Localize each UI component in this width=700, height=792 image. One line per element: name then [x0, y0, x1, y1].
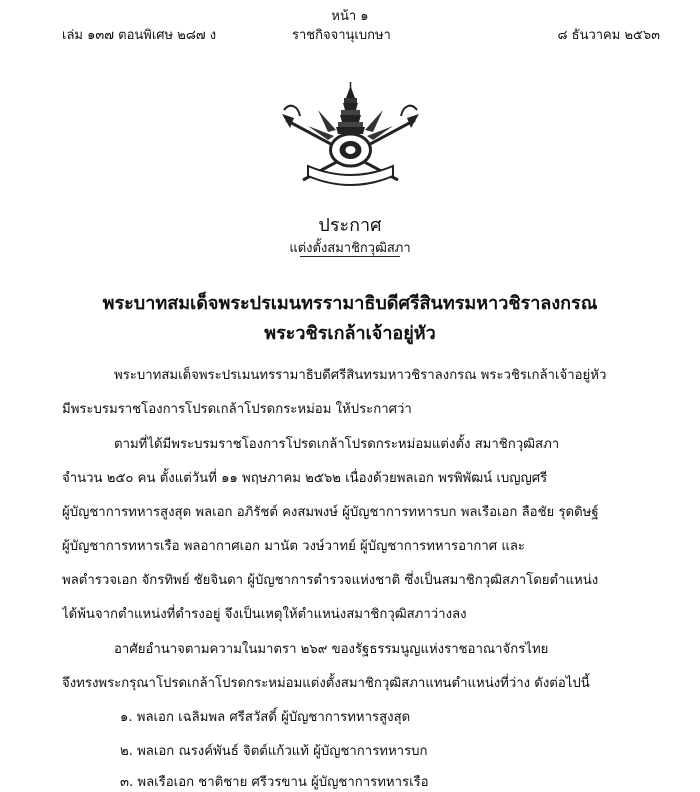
appointee-item: ๑. พลเอก เฉลิมพล ศรีสวัสดิ์ ผู้บัญชาการทหารสูงสุด: [120, 710, 411, 725]
appointee-item: ๓. พลเรือเอก ชาติชาย ศรีวรขาน ผู้บัญชาการทหารเรือ: [120, 775, 429, 790]
gazette-header: [62, 24, 660, 42]
publication-date: ๘ ธันวาคม ๒๕๖๓: [557, 28, 660, 43]
paragraph-3-line-1: อาศัยอำนาจตามความในมาตรา ๒๖๙ ของรัฐธรรมนูญแห่งราชอาณาจักรไทย: [114, 642, 549, 657]
paragraph-2-line-6: ได้พ้นจากตำแหน่งที่ดำรงอยู่ จึงเป็นเหตุให้ตำแหน่งสมาชิกวุฒิสภาว่างลง: [62, 607, 467, 622]
paragraph-2-line-3: ผู้บัญชาการทหารสูงสุด พลเอก อภิรัชต์ คงสมพงษ์ ผู้บัญชาการทหารบก พลเรือเอก ลือชัย รุดดิษฐ์: [62, 505, 599, 520]
paragraph-1-line-2: มีพระบรมราชโองการโปรดเกล้าโปรดกระหม่อม ให้ประกาศว่า: [62, 402, 412, 417]
king-title-line-2: พระวชิรเกล้าเจ้าอยู่หัว: [264, 323, 436, 344]
paragraph-2-line-1: ตามที่ได้มีพระบรมราชโองการโปรดเกล้าโปรดกระหม่อมแต่งตั้ง สมาชิกวุฒิสภา: [114, 437, 560, 452]
paragraph-2-line-5: พลตำรวจเอก จักรทิพย์ ชัยจินดา ผู้บัญชาการตำรวจแห่งชาติ ซึ่งเป็นสมาชิกวุฒิสภาโดยตำแหน่ง: [62, 573, 599, 588]
paragraph-2-line-2: จำนวน ๒๕๐ คน ตั้งแต่วันที่ ๑๑ พฤษภาคม ๒๕๖๒ เนื่องด้วยพลเอก พรพิพัฒน์ เบญญศรี: [62, 471, 548, 486]
paragraph-2-line-4: ผู้บัญชาการทหารเรือ พลอากาศเอก มานัต วงษ์วาทย์ ผู้บัญชาการทหารอากาศ และ: [62, 539, 526, 554]
document-subtitle: แต่งตั้งสมาชิกวุฒิสภา: [289, 241, 411, 256]
paragraph-1-line-1: พระบาทสมเด็จพระปรเมนทรรามาธิบดีศรีสินทรมหาวชิราลงกรณ พระวชิรเกล้าเจ้าอยู่หัว: [114, 368, 607, 383]
king-title-line-1: พระบาทสมเด็จพระปรเมนทรรามาธิบดีศรีสินทรมหาวชิราลงกรณ: [102, 293, 598, 314]
page-number: หน้า ๑: [331, 9, 369, 24]
issue-info: เล่ม ๑๓๗ ตอนพิเศษ ๒๘๗ ง: [62, 28, 217, 43]
appointee-item: ๒. พลเอก ณรงค์พันธ์ จิตต์แก้วแท้ ผู้บัญชาการทหารบก: [120, 744, 428, 759]
paragraph-3-line-2: จึงทรงพระกรุณาโปรดเกล้าโปรดกระหม่อมแต่งตั้งสมาชิกวุฒิสภาแทนตำแหน่งที่ว่าง ดังต่อไปนี้: [62, 676, 590, 691]
document-title: ประกาศ: [318, 215, 382, 236]
title-divider: [300, 256, 400, 257]
royal-emblem-icon: [278, 80, 423, 188]
gazette-name: ราชกิจจานุเบกษา: [292, 28, 391, 43]
